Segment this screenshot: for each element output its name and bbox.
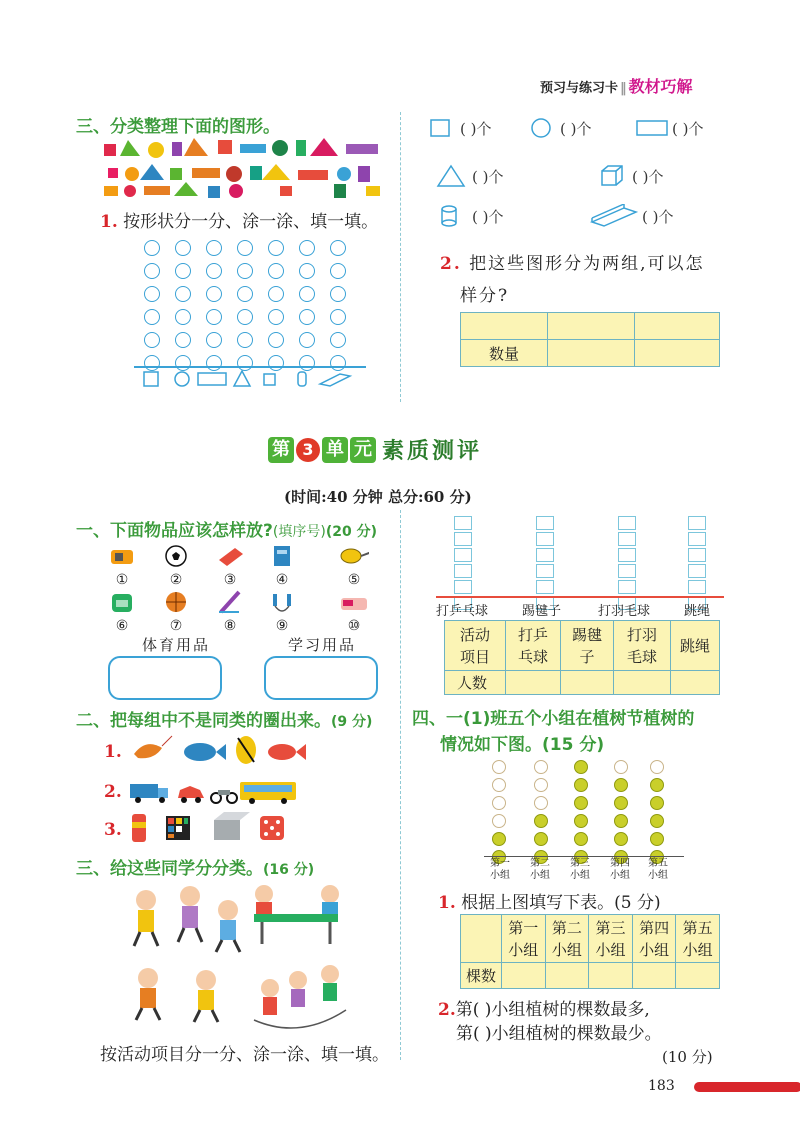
bus-icon [240,782,296,804]
section4-q2: 2.第( )小组植树的棵数最多, 第( )小组植树的棵数最少。 [438,1000,662,1044]
cylinder-label-icon [298,372,306,386]
group-2-vehicles[interactable] [128,776,308,806]
group-label-3: 第三 小组 [570,858,590,881]
unit-char-1: 第 [268,437,294,463]
grid-shape-labels [140,370,370,390]
count-row-1 [430,118,730,138]
unit-char-3: 元 [350,437,376,463]
section-heading-top: 三、分类整理下面的图形。 [76,117,280,137]
shapes-illustration [100,134,390,200]
group-label-5: 第五 小组 [648,858,668,881]
divider-top [400,112,401,402]
fish-icon-2 [236,736,256,764]
cube-count-blank[interactable]: ( )个 [632,168,664,186]
q2-text: 2. 把这些图形分为两组,可以怎 样分? [440,254,705,306]
q1-instruction: 1. 按形状分一分、涂一涂、填一填。 [100,212,379,232]
header-brand: 教材巧解 [628,77,693,96]
unit-char-2: 单 [322,437,348,463]
trees-group-3 [574,760,588,868]
child-shuttlecock-icon [134,890,158,946]
item-2-soccer-ball: ② [156,544,196,588]
section3-heading: 三、给这些同学分分类。(16 分) [76,859,315,879]
cylinder-icon [440,204,460,228]
count-row-2 [436,164,736,188]
tree-count-table: 第一 小组 第二 小组 第三 小组 第四 小组 第五 小组 棵数 [460,914,720,989]
cuboid-icon [590,204,638,228]
triangle-icon [436,164,466,188]
cube-icon [600,164,626,188]
rubik-cube-icon [166,816,190,840]
divider-bottom [400,510,401,1060]
truck-icon [130,784,168,803]
triangle-count-blank[interactable]: ( )个 [472,168,504,186]
sports-answer-box[interactable] [108,656,222,700]
group-label-1: 第一 小组 [490,858,510,881]
page-header: 预习与练习卡 ‖ 教材巧解 [540,77,693,96]
page-number: 183 [648,1078,675,1094]
section4-q2-score: (10 分) [662,1048,713,1066]
rectangle-label-icon [198,373,226,385]
children-rope-icon [254,965,346,1028]
item-5-badminton-racket: ⑤ [334,544,374,588]
activity-table-header: 活动 项目 [445,621,506,671]
triangle-label-icon [234,371,250,386]
page-number-bar [694,1082,800,1092]
item-1-pencil-sharpener: ① [102,544,142,588]
square-count-blank[interactable]: ( )个 [460,120,492,138]
grouping-table-label: 数量 [461,340,548,367]
grid-baseline [134,366,366,368]
group-3-number: 3. [104,820,122,840]
cylinder-count-blank[interactable]: ( )个 [472,208,504,226]
item-4-book: ④ [262,544,302,588]
child-jumping-icon [216,900,240,952]
rectangle-count-blank[interactable]: ( )个 [672,120,704,138]
activity-label-4: 跳绳 [684,604,711,619]
unit-title: 素质测评 [382,439,483,464]
motorcycle-icon [211,790,237,803]
trees-group-1 [492,760,506,868]
count-row-3 [440,204,740,228]
unit-banner [268,434,482,472]
fish-icon-1 [184,743,226,761]
section3-instruction: 按活动项目分一分、涂一涂、填一填。 [100,1045,389,1065]
cuboid-label-icon [320,374,350,386]
item-10-pencil-case: ⑩ [334,590,374,634]
shrimp-icon [134,736,172,758]
cuboid-count-blank[interactable]: ( )个 [642,208,674,226]
circle-label-icon [175,372,189,386]
tree-chart [486,760,676,860]
item-6-school-bag: ⑥ [102,590,142,634]
group-3-objects[interactable] [128,810,308,846]
item-3-eraser: ③ [210,544,250,588]
section4-q1: 1. 根据上图填写下表。(5 分) [438,893,661,913]
grouping-table [460,312,720,367]
study-answer-box[interactable] [264,656,378,700]
square-label-icon [144,372,158,386]
ping-pong-table-icon [254,885,339,944]
students-illustration [124,880,364,1030]
group-1-animals[interactable] [128,732,308,768]
cube-label-icon [264,374,275,385]
activity-label-3: 打羽毛球 [598,604,651,619]
child-badminton-icon-1 [178,886,202,942]
section2-heading: 二、把每组中不是同类的圈出来。(9 分) [76,711,373,731]
trees-group-4 [614,760,628,868]
activity-label-1: 打乒乓球 [436,604,489,619]
stack-baseline [436,596,724,598]
can-icon [132,814,146,842]
group-1-number: 1. [104,742,122,762]
group-label-4: 第四 小组 [610,858,630,881]
header-left: 预习与练习卡 [540,81,619,96]
car-icon [178,786,204,803]
gift-box-icon [214,812,250,840]
square-icon [430,118,452,138]
circle-count-blank[interactable]: ( )个 [560,120,592,138]
fish-icon-3 [268,744,306,760]
item-8-pen: ⑧ [210,590,250,634]
child-badminton-icon-3 [194,970,218,1022]
exam-time-info: (时间:40 分钟 总分:60 分) [284,488,472,506]
item-9-jump-rope: ⑨ [262,590,302,634]
section4-heading: 四、一(1)班五个小组在植树节植树的 情况如下图。(15 分) [412,709,695,755]
rectangle-icon [636,118,670,138]
activity-table: 活动 项目 打乒 乓球 踢毽 子 打羽 毛球 跳绳 人数 [444,620,720,695]
group-label-2: 第二 小组 [530,858,550,881]
group-2-number: 2. [104,782,122,802]
circle-icon [530,118,552,138]
tree-baseline [484,856,684,857]
study-box-label: 学习用品 [288,636,357,654]
child-badminton-icon-2 [136,968,160,1020]
section1-heading: 一、下面物品应该怎样放?(填序号)(20 分) [76,521,377,541]
dice-icon [260,816,284,840]
trees-group-5 [650,760,664,868]
item-7-basketball: ⑦ [156,590,196,634]
trees-group-2 [534,760,548,868]
activity-label-2: 踢毽子 [522,604,562,619]
sports-box-label: 体育用品 [142,636,211,654]
unit-number: 3 [296,438,320,462]
